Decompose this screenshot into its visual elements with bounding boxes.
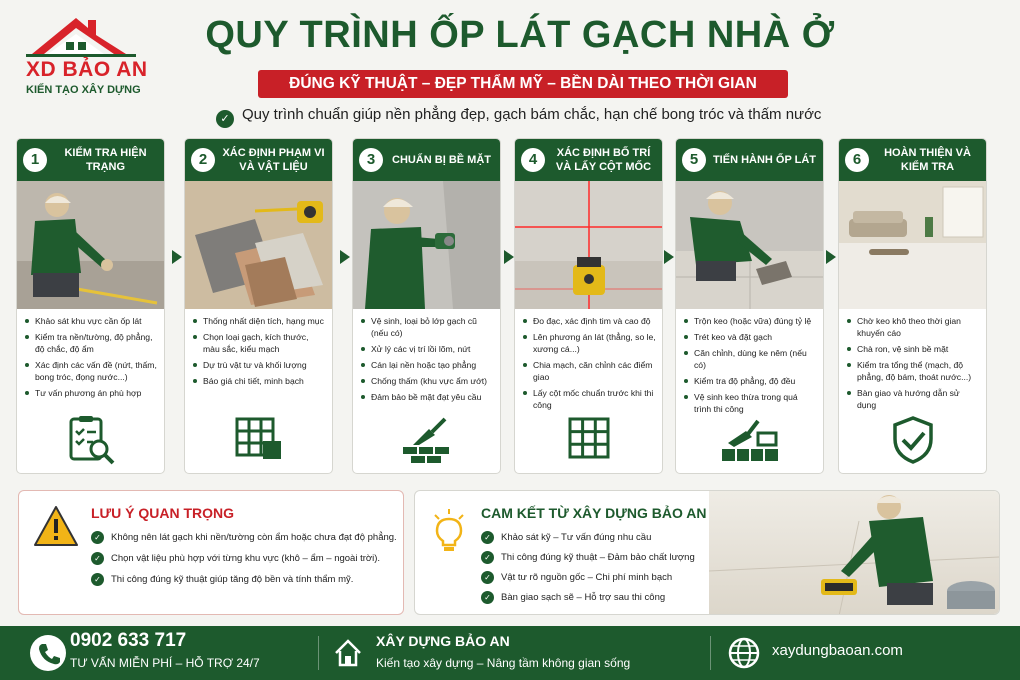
intro-text: Quy trình chuẩn giúp nền phẳng đẹp, gạch bám chắc, hạn chế bong tróc và thấm nước: [242, 106, 822, 123]
list-item: Lên phương án lát (thẳng, so le, xương cá...): [523, 331, 656, 355]
step-arrow-icon: [504, 250, 514, 264]
step-title: XÁC ĐỊNH BỐ TRÍ VÀ LẤY CỘT MỐC: [555, 147, 652, 173]
footer-divider: [710, 636, 711, 670]
tile-layout-icon: [515, 415, 662, 465]
notes-list: [91, 531, 397, 594]
lightbulb-icon: [431, 509, 467, 557]
check-icon: ✓: [91, 531, 104, 544]
step-card-4: [514, 138, 663, 474]
list-item-text: Thi công đúng kỹ thuật – Đảm bảo chất lượng: [501, 552, 695, 563]
check-icon: ✓: [481, 531, 494, 544]
step-title: KIỂM TRA HIỆN TRẠNG: [64, 147, 147, 173]
list-item: Đảm bảo bề mặt đạt yêu cầu: [361, 391, 494, 403]
step-list: [515, 309, 662, 419]
roof-logo-icon: [26, 14, 146, 60]
step-title: CHUẨN BỊ BỀ MẶT: [392, 154, 491, 166]
warning-icon: [33, 505, 79, 551]
step-number: 4: [521, 148, 545, 172]
list-item: Chà ron, vệ sinh bề mặt: [847, 343, 980, 355]
shield-check-icon: [839, 415, 986, 465]
globe-icon: [726, 635, 762, 671]
checklist-magnifier-icon: [17, 415, 164, 465]
step-number: 3: [359, 148, 383, 172]
list-item: Xác định các vấn đề (nứt, thấm, bong tróc, đọng nước...): [25, 359, 158, 383]
list-item: [91, 531, 397, 544]
list-item-text: Thi công đúng kỹ thuật giúp tăng độ bền và tính thẩm mỹ.: [111, 574, 354, 585]
check-icon: ✓: [481, 571, 494, 584]
important-notes-box: [18, 490, 404, 615]
step-number: 6: [845, 148, 869, 172]
footer-brand: XÂY DỰNG BẢO AN: [376, 633, 510, 649]
step-header: [353, 139, 500, 181]
list-item: Trộn keo (hoặc vữa) đúng tỷ lệ: [684, 315, 817, 327]
finished-room-photo: [839, 181, 986, 309]
step-title: XÁC ĐỊNH PHẠM VI VÀ VẬT LIỆU: [222, 147, 325, 173]
list-item: Thống nhất diện tích, hạng mục: [193, 315, 326, 327]
trowel-bricks-icon: [353, 415, 500, 465]
footer-bar: [0, 626, 1020, 680]
step-header: [185, 139, 332, 181]
check-icon: ✓: [481, 551, 494, 564]
tiling-tools-icon: [676, 415, 823, 465]
step-card-3: [352, 138, 501, 474]
subtitle-banner: ĐÚNG KỸ THUẬT – ĐẸP THẨM MỸ – BỀN DÀI THEO THỜI GIAN: [258, 70, 788, 98]
page-title: QUY TRÌNH ỐP LÁT GẠCH NHÀ Ở: [205, 14, 835, 56]
list-item-text: Không nên lát gạch khi nền/tường còn ẩm hoặc chưa đạt độ phẳng.: [111, 532, 397, 543]
list-item: [481, 591, 695, 604]
laser-level-photo: [515, 181, 662, 309]
list-item: Chia mạch, căn chỉnh các điểm giao: [523, 359, 656, 383]
list-item: Vệ sinh keo thừa trong quá trình thi công: [684, 391, 817, 415]
worker-tiling-photo: [709, 491, 999, 615]
list-item: Khảo sát khu vực cần ốp lát: [25, 315, 158, 327]
list-item: Căn chỉnh, dùng ke nêm (nếu có): [684, 347, 817, 371]
step-list: [839, 309, 986, 419]
step-header: [839, 139, 986, 181]
list-item: Lấy cột mốc chuẩn trước khi thi công: [523, 387, 656, 411]
list-item: Cán lại nền hoặc tạo phẳng: [361, 359, 494, 371]
list-item: [91, 573, 397, 586]
list-item: Tư vấn phương án phù hợp: [25, 387, 158, 399]
step-card-2: [184, 138, 333, 474]
step-card-5: [675, 138, 824, 474]
step-list: [676, 309, 823, 419]
brand-tagline: KIẾN TẠO XÂY DỰNG: [26, 84, 141, 96]
tile-grid-icon: [185, 415, 332, 465]
step-header: [17, 139, 164, 181]
list-item: Vệ sinh, loại bỏ lớp gạch cũ (nếu có): [361, 315, 494, 339]
list-item-text: Vật tư rõ nguồn gốc – Chi phí minh bạch: [501, 572, 673, 583]
brand-name: XD BẢO AN: [26, 58, 148, 81]
step-list: [185, 309, 332, 419]
list-item: Bàn giao và hướng dẫn sử dụng: [847, 387, 980, 411]
check-icon: ✓: [91, 552, 104, 565]
check-icon: ✓: [91, 573, 104, 586]
website-link[interactable]: xaydungbaoan.com: [772, 642, 903, 659]
step-header: [515, 139, 662, 181]
list-item: Báo giá chi tiết, minh bạch: [193, 375, 326, 387]
footer-divider: [318, 636, 319, 670]
footer-slogan: Kiến tạo xây dựng – Nâng tầm không gian sống: [376, 656, 631, 670]
step-arrow-icon: [340, 250, 350, 264]
step-arrow-icon: [172, 250, 182, 264]
phone-icon: [30, 635, 66, 671]
step-list: [353, 309, 500, 419]
step-arrow-icon: [826, 250, 836, 264]
list-item: Kiểm tra độ phẳng, độ đều: [684, 375, 817, 387]
house-icon: [330, 635, 366, 671]
list-item-text: Chọn vật liệu phù hợp với từng khu vực (khô – ẩm – ngoài trời).: [111, 553, 381, 564]
step-title: TIẾN HÀNH ỐP LÁT: [712, 154, 817, 166]
hotline-number[interactable]: 0902 633 717: [70, 630, 187, 651]
worker-preparing-wall-photo: [353, 181, 500, 309]
commitment-box: [414, 490, 1000, 615]
check-circle-icon: ✓: [216, 110, 234, 128]
list-item: Kiểm tra nền/tường, độ phẳng, độ chắc, độ ẩm: [25, 331, 158, 355]
list-item: Đo đạc, xác định tim và cao độ: [523, 315, 656, 327]
list-item: [481, 571, 695, 584]
list-item-text: Khảo sát kỹ – Tư vấn đúng nhu cầu: [501, 532, 652, 543]
commit-list: [481, 531, 695, 611]
worker-laying-tiles-photo: [676, 181, 823, 309]
list-item: Dự trù vật tư và khối lượng: [193, 359, 326, 371]
list-item: Chọn loại gạch, kích thước, màu sắc, kiểu mạch: [193, 331, 326, 355]
worker-inspecting-floor-photo: [17, 181, 164, 309]
step-number: 2: [191, 148, 215, 172]
list-item: [481, 551, 695, 564]
list-item: Xử lý các vị trí lồi lõm, nứt: [361, 343, 494, 355]
list-item: Kiểm tra tổng thể (mạch, độ phẳng, độ bám, thoát nước...): [847, 359, 980, 383]
list-item-text: Bàn giao sạch sẽ – Hỗ trợ sau thi công: [501, 592, 666, 603]
step-list: [17, 309, 164, 419]
list-item: [91, 552, 397, 565]
step-card-6: [838, 138, 987, 474]
list-item: Trét keo và đặt gạch: [684, 331, 817, 343]
step-title: HOÀN THIỆN VÀ KIỂM TRA: [884, 147, 971, 173]
step-number: 1: [23, 148, 47, 172]
intro-line: [216, 104, 836, 126]
check-icon: ✓: [481, 591, 494, 604]
hotline-caption: TƯ VẤN MIỄN PHÍ – HỖ TRỢ 24/7: [70, 656, 260, 670]
tile-samples-photo: [185, 181, 332, 309]
list-item: Chờ keo khô theo thời gian khuyến cáo: [847, 315, 980, 339]
brand-logo: [22, 14, 162, 94]
step-number: 5: [682, 148, 706, 172]
list-item: Chống thấm (khu vực ẩm ướt): [361, 375, 494, 387]
step-arrow-icon: [664, 250, 674, 264]
list-item: [481, 531, 695, 544]
commit-title: CAM KẾT TỪ XÂY DỰNG BẢO AN: [481, 505, 707, 521]
step-header: [676, 139, 823, 181]
step-card-1: [16, 138, 165, 474]
notes-title: LƯU Ý QUAN TRỌNG: [91, 505, 235, 521]
